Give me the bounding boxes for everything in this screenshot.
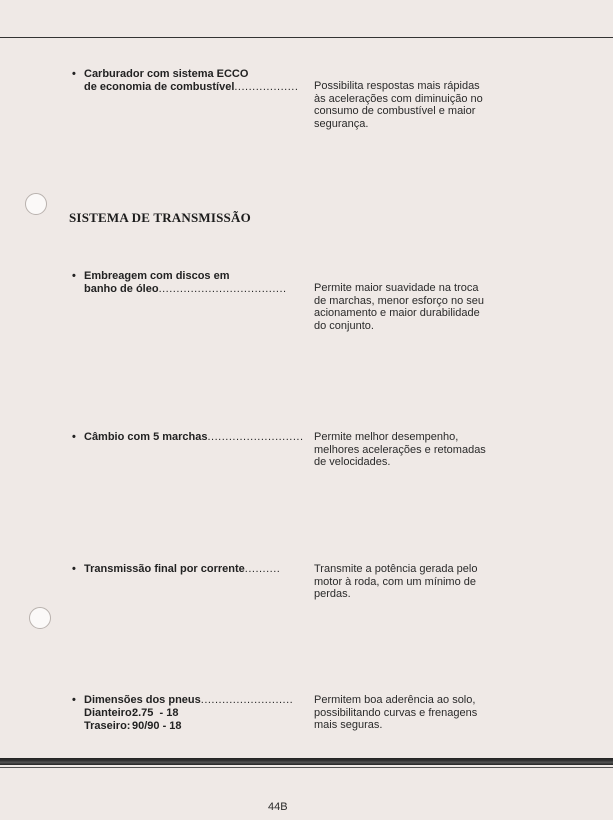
feature-line: de economia de combustível xyxy=(84,81,235,93)
feature-tyres xyxy=(72,694,304,733)
feature-line: banho de óleo xyxy=(84,283,159,295)
tyre-size: 2.75 - 18 xyxy=(132,707,179,719)
feature-final-drive xyxy=(72,563,304,576)
leader-dots: .......................... xyxy=(200,694,294,706)
leader-dots: ........................... xyxy=(207,431,304,443)
bottom-divider-thick xyxy=(0,758,613,765)
benefit-final-drive: Transmite a potência gerada pelo motor à roda, com um mínimo de perdas. xyxy=(314,563,478,600)
bullet: • xyxy=(72,431,76,443)
bullet: • xyxy=(72,694,76,706)
tyre-rear xyxy=(84,720,304,733)
feature-carburetor xyxy=(72,68,304,94)
feature-gearbox xyxy=(72,431,304,444)
section-title: SISTEMA DE TRANSMISSÃO xyxy=(69,210,251,225)
leader-dots: .................................... xyxy=(158,283,287,295)
feature-line: Dimensões dos pneus xyxy=(84,694,201,706)
feature-clutch xyxy=(72,270,304,296)
feature-line: Embreagem com discos em xyxy=(84,270,230,282)
feature-line: Transmissão final por corrente xyxy=(84,563,245,575)
bottom-divider-thin xyxy=(0,767,613,768)
page-number: 44B xyxy=(268,801,288,813)
feature-line: Carburador com sistema ECCO xyxy=(84,68,249,80)
binder-hole-top xyxy=(25,193,47,215)
tyre-front xyxy=(84,707,304,720)
bullet: • xyxy=(72,68,76,80)
binder-hole-bottom xyxy=(29,607,51,629)
top-divider xyxy=(0,37,613,38)
benefit-carburetor: Possibilita respostas mais rápidas às acelerações com diminuição no consumo de combustível e maior segurança. xyxy=(314,80,483,130)
leader-dots: .......... xyxy=(244,563,281,575)
tyre-label: Traseiro: xyxy=(84,720,131,732)
benefit-clutch: Permite maior suavidade na troca de marchas, menor esforço no seu acionamento e maior durabilidade do conjunto. xyxy=(314,282,484,332)
tyre-size: 90/90 - 18 xyxy=(132,720,182,732)
benefit-gearbox: Permite melhor desempenho, melhores acelerações e retomadas de velocidades. xyxy=(314,431,486,468)
leader-dots: .................. xyxy=(234,81,299,93)
feature-line: Câmbio com 5 marchas xyxy=(84,431,208,443)
tyre-label: Dianteiro: xyxy=(84,707,136,719)
benefit-tyres: Permitem boa aderência ao solo, possibilitando curvas e frenagens mais seguras. xyxy=(314,694,478,731)
bullet: • xyxy=(72,563,76,575)
bullet: • xyxy=(72,270,76,282)
